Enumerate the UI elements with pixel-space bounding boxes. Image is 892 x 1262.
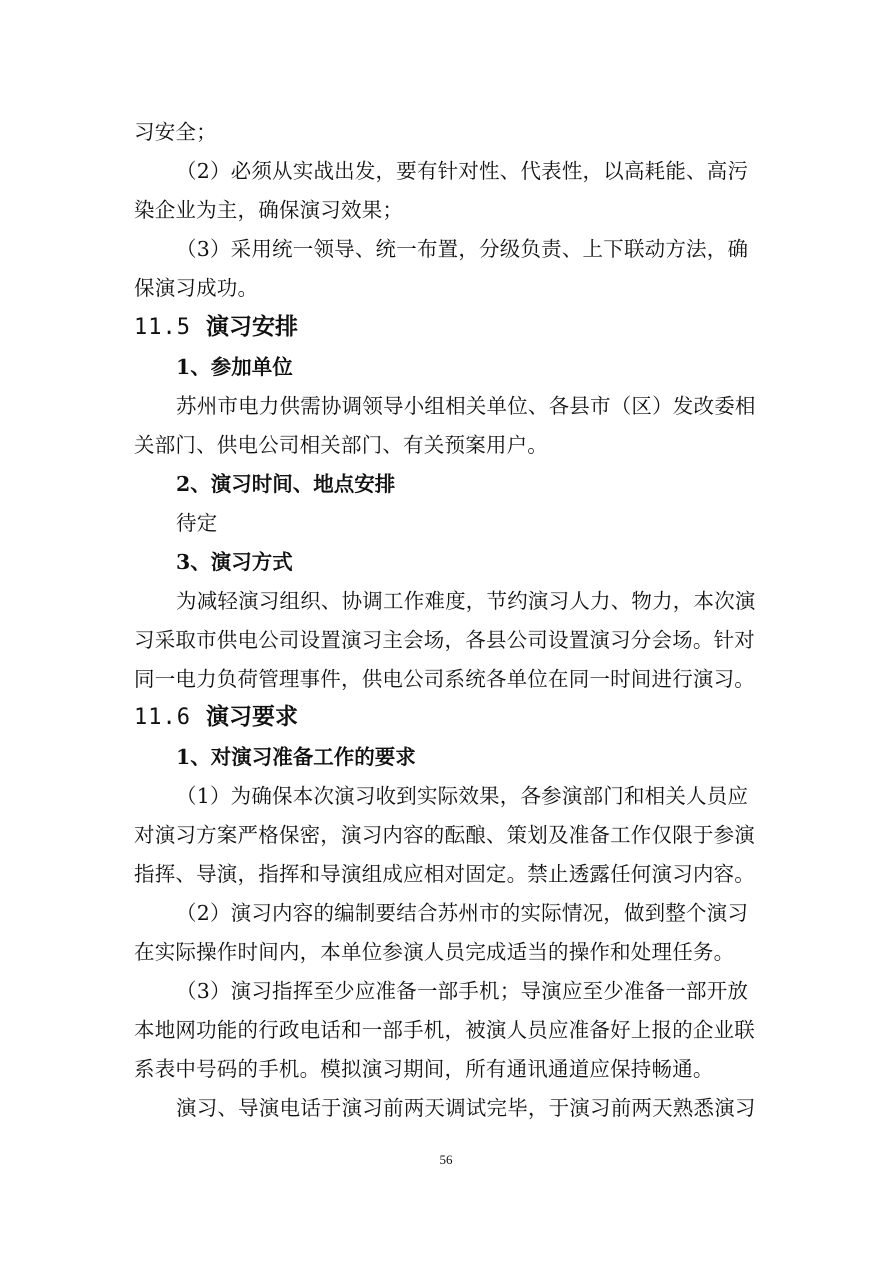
text-line: 染企业为主，确保演习效果； (134, 198, 404, 222)
text-line: 关部门、供电公司相关部门、有关预案用户。 (134, 433, 548, 457)
section-heading (134, 311, 298, 344)
text-line: 指挥、导演，指挥和导演组成应相对固定。禁止透露任何演习内容。 (134, 862, 755, 886)
text-line: 对演习方案严格保密，演习内容的酝酿、策划及准备工作仅限于参演 (134, 823, 755, 847)
text-line: 本地网功能的行政电话和一部手机，被演人员应准备好上报的企业联 (134, 1018, 755, 1042)
text-line: （2）演习内容的编制要结合苏州市的实际情况，做到整个演习 (176, 901, 749, 925)
text-line: 苏州市电力供需协调领导小组相关单位、各县市（区）发改委相 (176, 394, 756, 418)
section-title: 演习安排 (206, 313, 298, 340)
text-line: 习采取市供电公司设置演习主会场，各县公司设置演习分会场。针对 (134, 628, 755, 652)
page-number: 56 (439, 1152, 453, 1167)
section-title: 演习要求 (206, 703, 298, 730)
subsection-heading: 1、对演习准备工作的要求 (176, 745, 416, 769)
text-line: （1）为确保本次演习收到实际效果，各参演部门和相关人员应 (176, 784, 749, 808)
text-line: 演习、导演电话于演习前两天调试完毕，于演习前两天熟悉演习 (176, 1096, 756, 1120)
text-line: 系表中号码的手机。模拟演习期间，所有通讯通道应保持畅通。 (134, 1057, 714, 1081)
text-line: 同一电力负荷管理事件，供电公司系统各单位在同一时间进行演习。 (134, 667, 755, 691)
section-number: 11.6 (134, 705, 191, 730)
text-line: （3）演习指挥至少应准备一部手机；导演应至少准备一部开放 (176, 979, 749, 1003)
subsection-heading: 1、参加单位 (176, 355, 293, 379)
text-line: 在实际操作时间内，本单位参演人员完成适当的操作和处理任务。 (134, 940, 735, 964)
subsection-heading: 2、演习时间、地点安排 (176, 472, 396, 496)
text-line: （3）采用统一领导、统一布置，分级负责、上下联动方法，确 (176, 237, 749, 261)
section-number: 11.5 (134, 315, 191, 340)
text-line: （2）必须从实战出发，要有针对性、代表性，以高耗能、高污 (176, 159, 749, 183)
text-line: 为减轻演习组织、协调工作难度，节约演习人力、物力，本次演 (176, 589, 756, 613)
text-line: 保演习成功。 (134, 276, 259, 300)
subsection-heading: 3、演习方式 (176, 550, 293, 574)
text-line: 习安全； (134, 120, 217, 144)
text-line: 待定 (176, 511, 218, 535)
section-heading (134, 701, 298, 734)
